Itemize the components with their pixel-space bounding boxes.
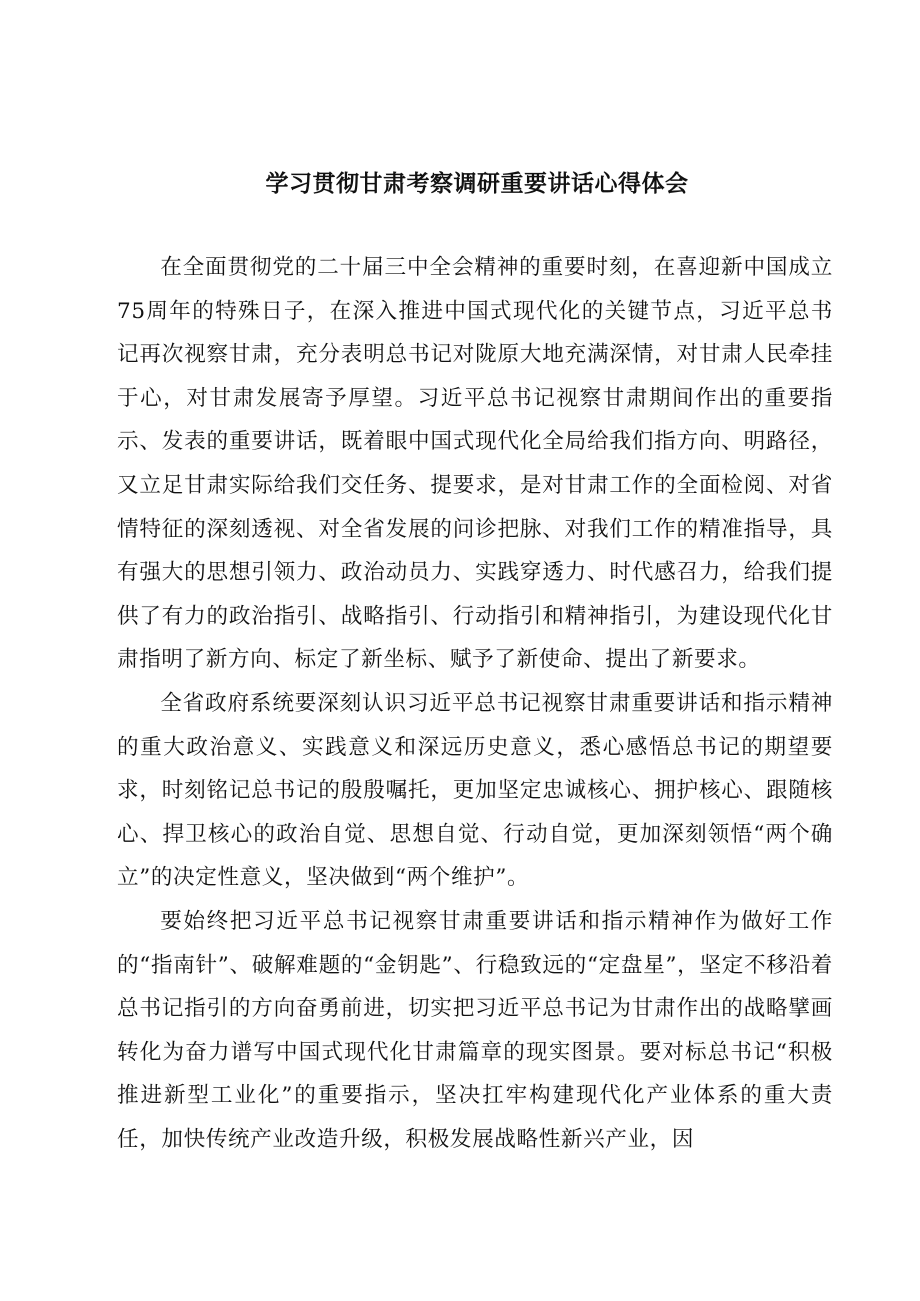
paragraph-3: 要始终把习近平总书记视察甘肃重要讲话和指示精神作为做好工作的“指南针”、破解难题的“金钥匙”、行稳致远的“定盘星”，坚定不移沿着总书记指引的方向奋勇前进，切实把习近平总书记为甘肃作出的战略擘画转化为奋力谱写中国式现代化甘肃篇章的现实图景。要对标总书记“积极推进新型工业化”的重要指示，坚决扛牢构建现代化产业体系的重大责任，加快传统产业改造升级，积极发展战略性新兴产业，因 [117,908,833,1152]
document-body [117,246,833,1161]
document-title: 学习贯彻甘肃考察调研重要讲话心得体会 [265,171,689,197]
paragraph-1: 在全面贯彻党的二十届三中全会精神的重要时刻，在喜迎新中国成立75周年的特殊日子，在深入推进中国式现代化的关键节点，习近平总书记再次视察甘肃，充分表明总书记对陇原大地充满深情，对甘肃人民牵挂于心，对甘肃发展寄予厚望。习近平总书记视察甘肃期间作出的重要指示、发表的重要讲话，既着眼中国式现代化全局给我们指方向、明路径，又立足甘肃实际给我们交任务、提要求，是对甘肃工作的全面检阅、对省情特征的深刻透视、对全省发展的问诊把脉、对我们工作的精准指导，具有强大的思想引领力、政治动员力、实践穿透力、时代感召力，给我们提供了有力的政治指引、战略指引、行动指引和精神指引，为建设现代化甘肃指明了新方向、标定了新坐标、赋予了新使命、提出了新要求。 [117,255,833,673]
paragraph-2: 全省政府系统要深刻认识习近平总书记视察甘肃重要讲话和指示精神的重大政治意义、实践意义和深远历史意义，悉心感悟总书记的期望要求，时刻铭记总书记的殷殷嘱托，更加坚定忠诚核心、拥护核心、跟随核心、捍卫核心的政治自觉、思想自觉、行动自觉，更加深刻领悟“两个确立”的决定性意义，坚决做到“两个维护”。 [117,690,833,891]
